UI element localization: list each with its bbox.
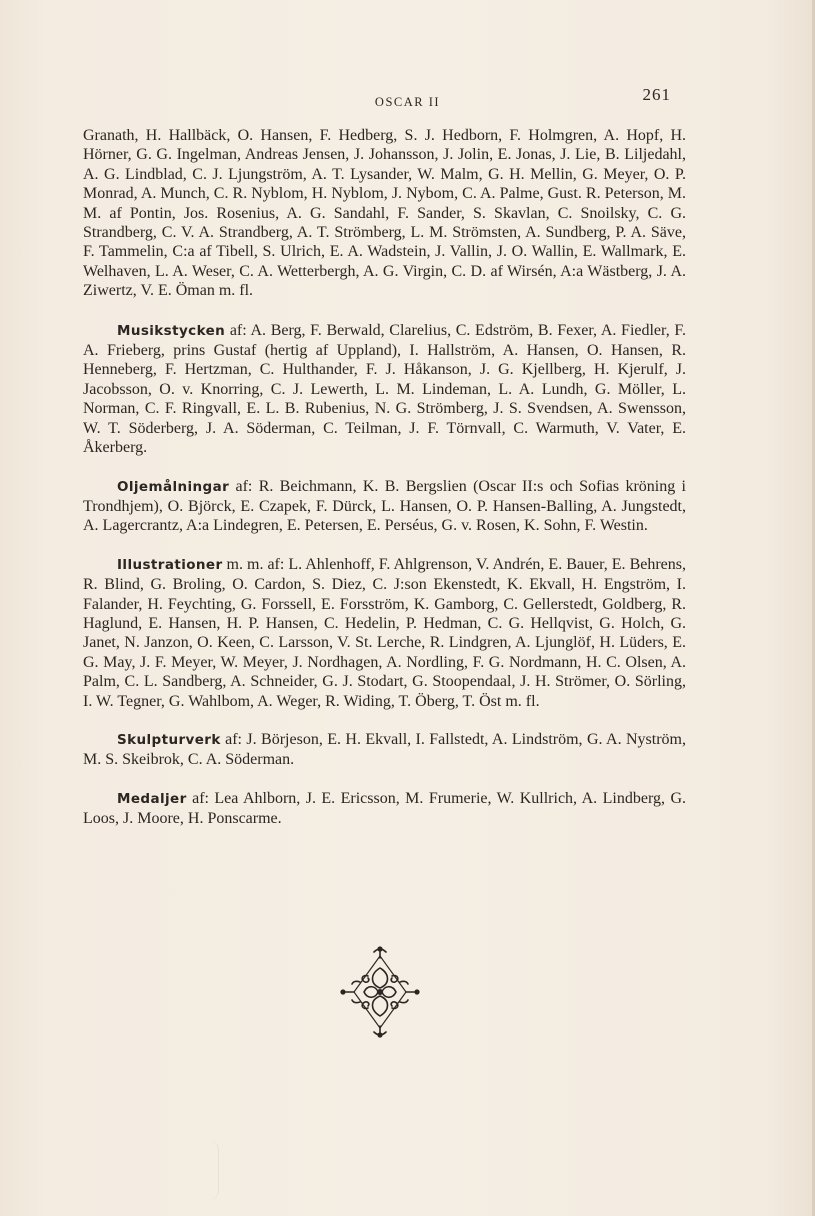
floral-ornament-icon bbox=[340, 946, 420, 1038]
paragraph-skulpturverk bbox=[83, 730, 686, 770]
section-heading-musikstycken: Musikstycken bbox=[117, 322, 226, 339]
page-shadow bbox=[198, 1140, 219, 1200]
running-head: OSCAR II bbox=[374, 95, 441, 109]
paragraph-text: af: Lea Ahlborn, J. E. Ericsson, M. Frumerie, W. Kullrich, A. Lindberg, G. Loos, J. Moore, H. Ponscarme. bbox=[83, 789, 686, 828]
body-text bbox=[83, 126, 686, 829]
paragraph-text: Granath, H. Hallbäck, O. Hansen, F. Hedberg, S. J. Hedborn, F. Holmgren, A. Hopf, H. Hörner, G. G. Ingelman, Andreas Jensen, J. Johansson, J. Jolin, E. Jonas, J. Lie, B. Liljedahl, A. G. Lindblad, C. J. Ljungström, A. T. Lysander, W. Malm, G. H. Mellin, G. Meyer, O. P. Monrad, A. Munch, C. R. Nyblom, H. Nyblom, J. Nybom, C. A. Palme, Gust. R. Peterson, M. M. af Pontin, Jos. Rosenius, A. G. Sandahl, F. Sander, S. Skavlan, C. Snoilsky, C. G. Strandberg, C. V. A. Strandberg, A. T. Strömberg, L. M. Strömsten, A. Sundberg, P. A. Säve, F. Tammelin, C:a af Tibell, S. Ulrich, E. A. Wadstein, J. Vallin, J. O. Wallin, E. Wallmark, E. Welhaven, L. A. Weser, C. A. Wetterbergh, A. G. Virgin, C. D. af Wirsén, A:a Wästberg, J. A. Ziwertz, V. E. Öman m. fl. bbox=[83, 127, 686, 300]
paragraph-medaljer bbox=[83, 789, 686, 829]
paragraph-text: af: J. Börjeson, E. H. Ekvall, I. Fallstedt, A. Lindström, G. A. Nyström, M. S. Skeibrok, C. A. Söderman. bbox=[83, 730, 686, 769]
paragraph-illustrationer bbox=[83, 555, 686, 711]
section-heading-skulpturverk: Skulpturverk bbox=[117, 731, 221, 748]
paragraph-text: m. m. af: L. Ahlenhoff, F. Ahlgrenson, V. Andrén, E. Bauer, E. Behrens, R. Blind, G. Broling, O. Cardon, S. Diez, C. J:son Ekenstedt, K. Ekvall, H. Engström, I. Falander, H. Feychting, G. Forssell, E. Forsström, K. Gamborg, C. Gellerstedt, Goldberg, R. Haglund, E. Hansen, H. P. Hansen, C. Hedelin, P. Hedman, C. G. Hellqvist, G. Holch, G. Janet, N. Janzon, O. Keen, C. Larsson, V. St. Lerche, R. Lindgren, A. Ljunglöf, H. Lüders, E. G. May, J. F. Meyer, W. Meyer, J. Nordhagen, A. Nordling, F. G. Nordmann, H. C. Olsen, A. Palm, C. L. Sandberg, A. Schneider, G. J. Stodart, G. Stoopendaal, J. H. Strömer, O. Sörling, I. W. Tegner, G. Wahlbom, A. Weger, R. Widing, T. Öberg, T. Öst m. fl. bbox=[83, 555, 686, 710]
section-heading-medaljer: Medaljer bbox=[117, 790, 187, 807]
paragraph-musikstycken bbox=[83, 321, 686, 458]
paragraph-oljemalningar bbox=[83, 477, 686, 536]
paragraph-text: af: A. Berg, F. Berwald, Clarelius, C. Edström, B. Fexer, A. Fiedler, F. A. Frieberg, prins Gustaf (hertig af Uppland), I. Hallström, A. Hansen, O. Hansen, R. Henneberg, F. Hertzman, C. Hulthander, F. J. Håkanson, J. G. Kjellberg, H. Kjerulf, J. Jacobsson, O. v. Knorring, C. J. Lewerth, L. M. Lindeman, L. A. Lundh, G. Möller, L. Norman, C. F. Ringvall, E. L. B. Rubenius, N. G. Strömberg, J. S. Svendsen, A. Swensson, W. T. Söderberg, J. A. Söderman, C. Teilman, J. F. Törnvall, C. Warmuth, V. Vater, E. Åkerberg. bbox=[83, 321, 686, 457]
section-heading-oljemalningar: Oljemålningar bbox=[117, 478, 230, 495]
page-number: 261 bbox=[642, 85, 671, 104]
paragraph-text: af: R. Beichmann, K. B. Bergslien (Oscar II:s och Sofias kröning i Trondhjem), O. Björck, E. Czapek, F. Dürck, L. Hansen, O. P. Hansen-Balling, A. Jungstedt, A. Lagercrantz, A:a Lindegren, E. Petersen, E. Perséus, G. v. Rosen, K. Sohn, F. Westin. bbox=[83, 477, 686, 535]
paragraph-continued-names bbox=[83, 126, 686, 301]
section-heading-illustrationer: Illustrationer bbox=[117, 556, 223, 573]
